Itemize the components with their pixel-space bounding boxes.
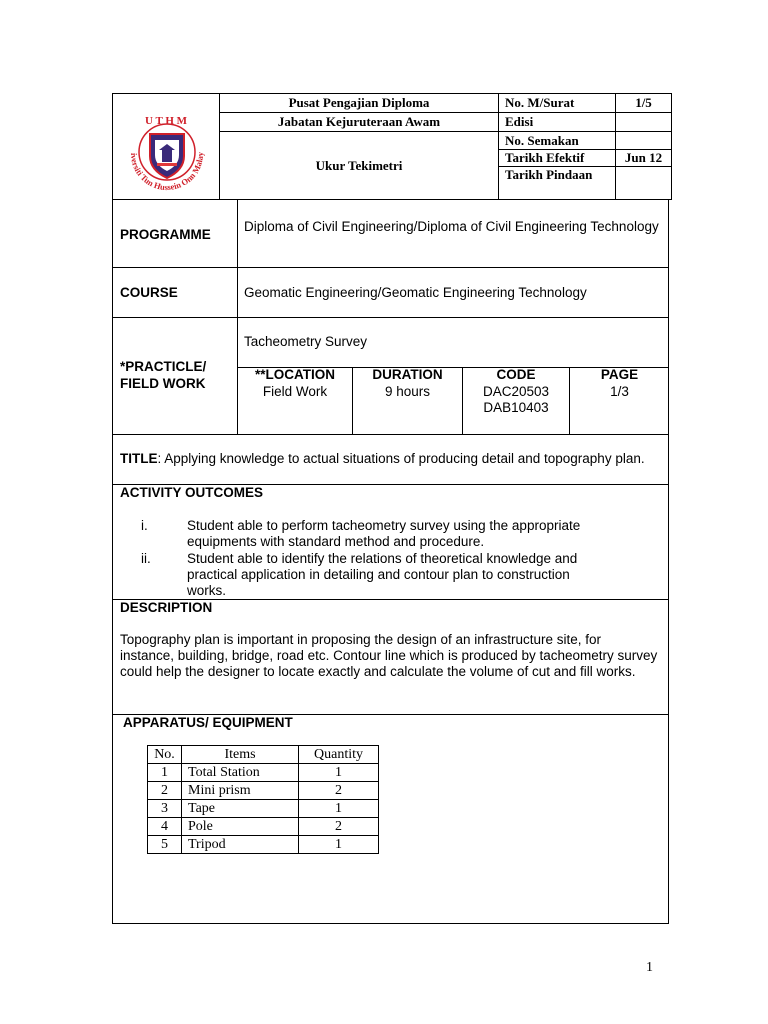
- divider: [113, 317, 668, 318]
- title-text: : Applying knowledge to actual situations of producing detail and topography plan.: [157, 451, 645, 466]
- cell-item: Mini prism: [182, 782, 299, 800]
- table-row: [148, 764, 379, 782]
- meta-value-edition: [616, 113, 672, 132]
- meta-label-effective-date: Tarikh Efektif: [499, 150, 616, 167]
- cell-no: 5: [148, 836, 182, 854]
- code-header: CODE: [496, 367, 536, 382]
- course-label: COURSE: [120, 285, 178, 300]
- course-value: Geomatic Engineering/Geomatic Engineering Technology: [244, 285, 587, 300]
- cell-quantity: 1: [299, 764, 379, 782]
- activity-outcomes-heading: ACTIVITY OUTCOMES: [120, 485, 264, 500]
- meta-label-revision: No. Semakan: [499, 132, 616, 150]
- title-row: [120, 451, 665, 467]
- cell-no: 3: [148, 800, 182, 818]
- page-number: 1: [646, 960, 653, 975]
- table-header-row: [148, 746, 379, 764]
- meta-label-edition: Edisi: [499, 113, 616, 132]
- cell-item: Total Station: [182, 764, 299, 782]
- column-header: No.: [148, 746, 182, 764]
- institution-name: Pusat Pengajian Diploma: [220, 94, 499, 113]
- title-label: TITLE: [120, 451, 158, 466]
- logo-cell: [113, 94, 220, 200]
- outcome-number: ii.: [141, 551, 151, 566]
- cell-no: 1: [148, 764, 182, 782]
- logo-ring-textpath: iversiti Tun Hussein Onn Malay: [128, 151, 206, 193]
- logo-accent: [157, 163, 177, 166]
- code-value: [463, 384, 569, 416]
- department-name: Jabatan Kejuruteraan Awam: [220, 113, 499, 132]
- cell-quantity: 2: [299, 818, 379, 836]
- location-value: Field Work: [262, 384, 328, 399]
- meta-label-ref: No. M/Surat: [499, 94, 616, 113]
- practical-label-line1: *PRACTICLE/: [120, 359, 207, 374]
- column-header: Quantity: [299, 746, 379, 764]
- outcome-number: i.: [141, 518, 148, 533]
- outcome-text: Student able to perform tacheometry survey using the appropriate equipments with standard method and procedure.: [187, 518, 581, 549]
- practical-label: [120, 358, 206, 392]
- programme-value: Diploma of Civil Engineering/Diploma of Civil Engineering Technology: [244, 219, 659, 234]
- table-row: [148, 836, 379, 854]
- document-header-table: [112, 93, 672, 200]
- table-row: [148, 800, 379, 818]
- duration-value: 9 hours: [384, 384, 431, 399]
- location-header: **LOCATION: [255, 367, 335, 382]
- meta-value-amendment-date: [616, 167, 672, 200]
- table-row: [148, 818, 379, 836]
- logo-top-letters: U T H M: [144, 115, 188, 127]
- divider: [113, 267, 668, 268]
- subject-name: Ukur Tekimetri: [220, 132, 499, 200]
- meta-value-revision: [616, 132, 672, 150]
- column-header: Items: [182, 746, 299, 764]
- cell-item: Tripod: [182, 836, 299, 854]
- cell-item: Tape: [182, 800, 299, 818]
- cell-no: 2: [148, 782, 182, 800]
- code-value-1: DAC20503: [482, 384, 550, 399]
- apparatus-heading: APPARATUS/ EQUIPMENT: [123, 715, 293, 730]
- uthm-logo: [113, 94, 219, 199]
- programme-label: PROGRAMME: [120, 227, 211, 242]
- outcome-text: Student able to identify the relations of theoretical knowledge and practical application in detailing and contour plan to construction works.: [187, 551, 578, 598]
- table-row: [148, 782, 379, 800]
- cell-no: 4: [148, 818, 182, 836]
- code-value-2: DAB10403: [483, 400, 549, 415]
- page-header: PAGE: [600, 367, 639, 382]
- cell-quantity: 1: [299, 800, 379, 818]
- meta-label-amendment-date: Tarikh Pindaan: [499, 167, 616, 200]
- cell-item: Pole: [182, 818, 299, 836]
- practical-label-line2: FIELD WORK: [120, 376, 206, 391]
- cell-quantity: 1: [299, 836, 379, 854]
- description-text: Topography plan is important in proposing the design of an infrastructure site, for instance, building, bridge, road etc. Contour line which is produced by tacheometry survey could help the designer to locate exactly and calculate the volume of cut and fill works.: [120, 632, 658, 679]
- meta-value-ref: 1/5: [616, 94, 672, 113]
- equipment-table: [147, 745, 379, 854]
- practical-title: Tacheometry Survey: [244, 334, 368, 349]
- page-value: 1/3: [610, 384, 629, 399]
- cell-quantity: 2: [299, 782, 379, 800]
- duration-header: DURATION: [372, 367, 443, 382]
- meta-value-effective-date: Jun 12: [616, 150, 672, 167]
- description-heading: DESCRIPTION: [120, 600, 213, 615]
- divider: [113, 434, 668, 435]
